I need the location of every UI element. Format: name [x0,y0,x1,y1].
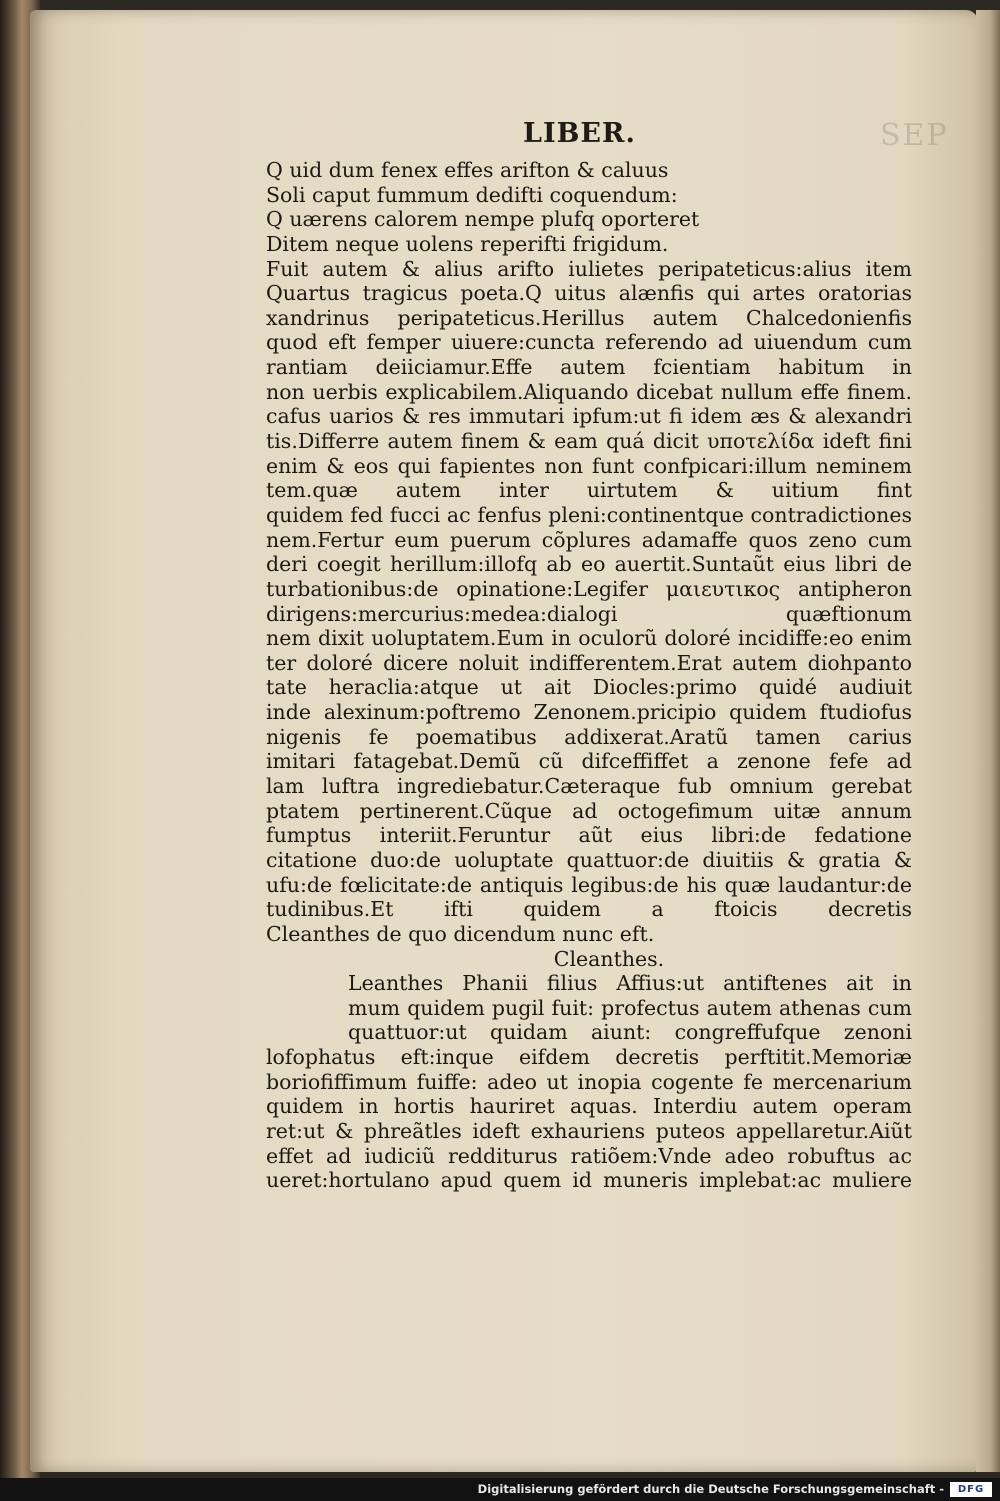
funding-credit: Digitalisierung gefördert durch die Deutsche Forschungsgemeinschaft - [477,1482,944,1496]
section-heading: Cleanthes. [553,946,665,971]
dfg-logo: DFG [950,1482,992,1497]
text-line: nem dixit uoluptatem.Eum in oculorũ doloré incidiffe:eo enim [266,626,912,651]
text-line: imitari fatagebat.Demũ cũ difceffiffet a zenone fefe ad [266,749,912,774]
verse-line: Q uærens calorem nempe plufq oporteret [266,207,700,232]
text-line: tis.Differre autem finem & eam quá dicit υποτελίδα ideft fini [266,429,912,454]
page-fore-edge [976,10,1000,1472]
bleed-through-header: SEP [880,118,949,153]
text-line: quidem in hortis hauriret aquas. Interdiu autem operam [266,1094,912,1119]
text-line: quod eft femper uiuere:cuncta referendo ad uiuendum cum [266,330,912,355]
text-line: xandrinus peripateticus.Herillus autem Chalcedonienfis [266,305,912,330]
text-line: tudinibus.Et ifti quidem a ftoicis decretis [266,897,912,922]
verse-line: Q uid dum fenex effes arifton & caluus [266,158,669,182]
text-line: lofophatus eft:inque eifdem decretis perftitit.Memoriæ [266,1045,912,1070]
text-line: Quartus tragicus poeta.Q uitus alænfis qui artes oratorias [266,281,912,306]
text-line: enim & eos qui fapientes non funt confpicari:illum neminem [266,453,912,478]
text-line: lam luftra ingrediebatur.Cæteraque fub omnium gerebat [266,774,912,799]
text-line: dirigens:mercurius:medea:dialogi quæftionum [266,601,912,626]
text-line: ter doloré dicere noluit indifferentem.Erat autem diohpanto [266,650,912,675]
text-line: cafus uarios & res immutari ipfum:ut fi idem æs & alexandri [266,404,912,429]
text-line: ufu:de fœlicitate:de antiquis legibus:de his quæ laudantur:de [266,872,912,897]
text-line: nigenis fe poematibus addixerat.Aratũ tamen carius [266,724,912,749]
text-line: inde alexinum:poftremo Zenonem.pricipio quidem ftudiofus [266,700,912,725]
text-line: deri coegit herillum:illofq ab eo auertit.Suntaũt eius libri de [266,552,912,577]
text-line: rantiam deiiciamur.Effe autem fcientiam habitum in [266,355,912,380]
text-line: ueret:hortulano apud quem id muneris implebat:ac muliere [266,1168,912,1193]
text-line: non uerbis explicabilem.Aliquando dicebat nullum effe finem. [266,379,912,404]
text-line: Cleanthes de quo dicendum nunc eft. [266,921,655,946]
page-header: LIBER. [523,118,636,149]
text-line: fumptus interiit.Feruntur aũt eius libri:de fedatione [266,823,912,848]
text-line: ptatem pertinerent.Cũque ad octogefimum uitæ annum [266,798,912,823]
text-line: tate heraclia:atque ut ait Diocles:primo quidé audiuit [266,675,912,700]
text-line: nem.Fertur eum puerum cõplures adamaffe quos zeno cum [266,527,912,552]
text-line: quattuor:ut quidam aiunt: congreffufque zenoni [348,1020,912,1045]
verse-line: Soli caput fummum dedifti coquendum: [266,182,678,207]
text-line: Leanthes Phanii filius Affius:ut antiftenes ait in [348,971,912,996]
text-line: mum quidem pugil fuit: profectus autem athenas cum [348,995,912,1020]
text-line: citatione duo:de uoluptate quattuor:de diuitiis & gratia & [266,847,912,872]
text-line: quidem fed fucci ac fenfus pleni:continentque contradictiones [266,502,912,527]
text-line: ret:ut & phreãtles ideft exhauriens puteos appellaretur.Aiũt [266,1118,912,1143]
text-line: tem.quæ autem inter uirtutem & uitium fint [266,478,912,503]
text-line: turbationibus:de opinatione:Legifer μαιευτικος antipheron [266,576,912,601]
text-line: boriofiffimum fuiffe: adeo ut inopia cogente fe mercenarium [266,1069,912,1094]
text-block [266,158,912,1193]
footer-bar [0,1478,1000,1501]
text-line: Fuit autem & alius arifto iulietes peripateticus:alius item [266,256,912,281]
verse-line: Ditem neque uolens reperifti frigidum. [266,231,669,256]
text-line: effet ad iudiciũ redditurus ratiõem:Vnde adeo robuftus ac [266,1143,912,1168]
